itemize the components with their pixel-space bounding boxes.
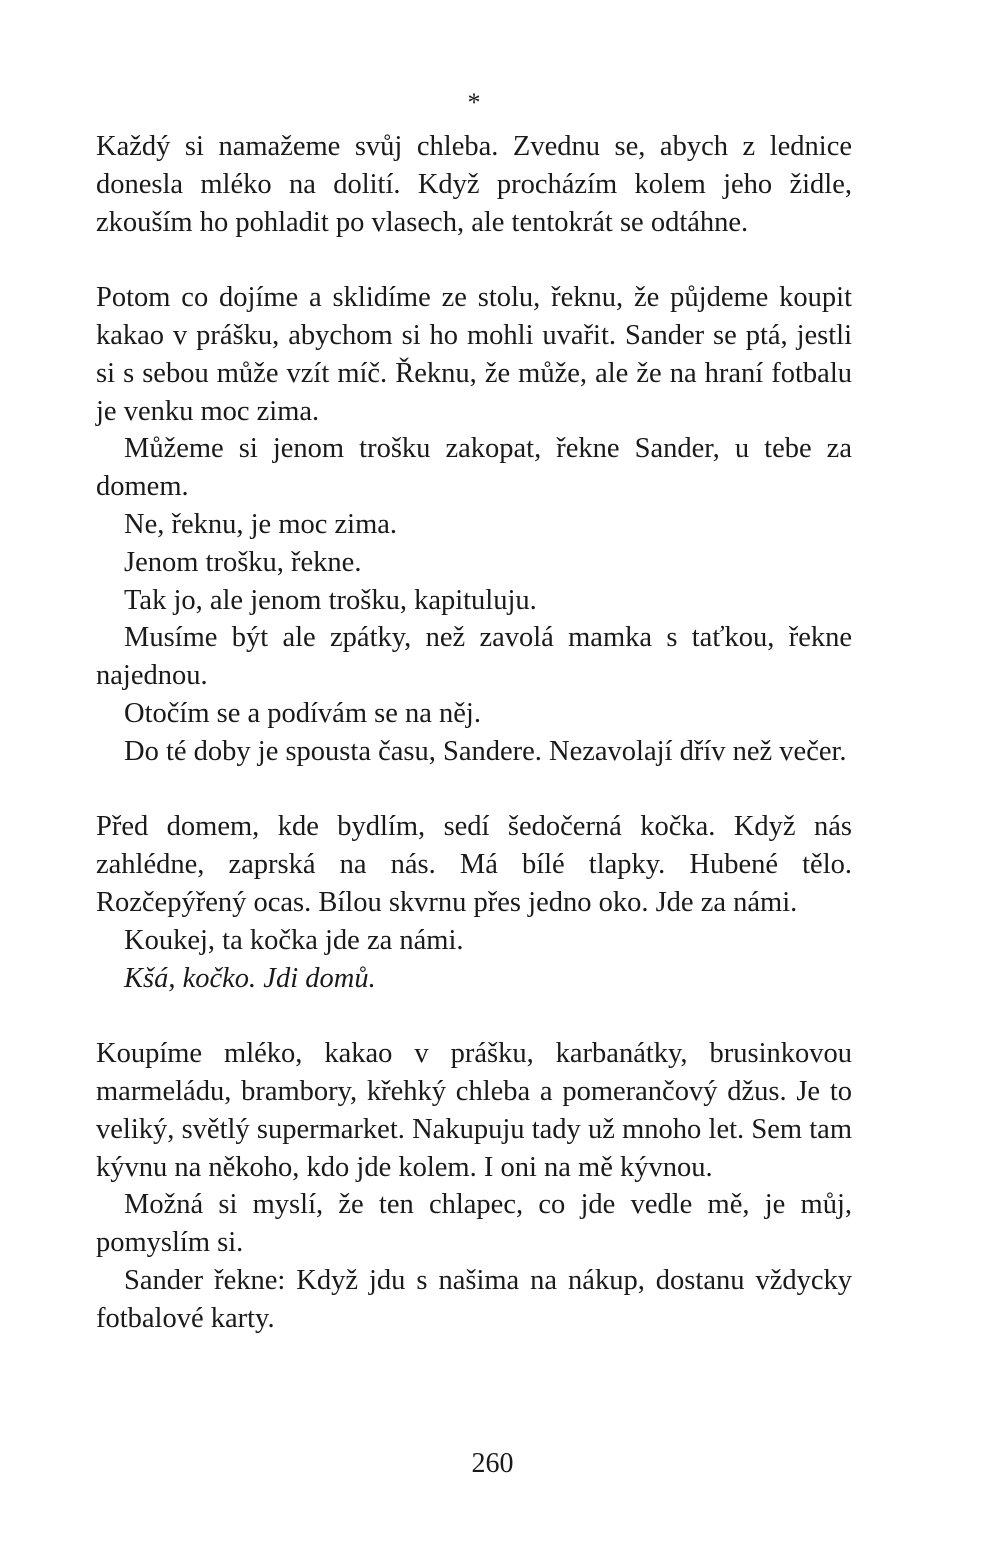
paragraph: Sander řekne: Když jdu s našima na nákup, dostanu vždycky fotbalové karty. [96, 1264, 852, 1334]
paragraph: Do té doby je spousta času, Sandere. Nezavolají dřív než večer. [124, 735, 847, 767]
paragraph: Koupíme mléko, kakao v prášku, karbanátky, brusinkovou marmeládu, brambory, křehký chleba a pomerančový džus. Je to veliký, světlý supermarket. Nakupuju tady už mnoho let. Sem tam kývnu na někoho, kdo jde kolem. I oni na mě kývnou. [96, 1038, 852, 1183]
paragraph: Jenom trošku, řekne. [124, 546, 362, 578]
section-separator: * [467, 88, 481, 117]
paragraph: Potom co dojíme a sklidíme ze stolu, řeknu, že půjdeme koupit kakao v prášku, abychom si ho mohli uvařit. Sander se ptá, jestli si s sebou může vzít míč. Řeknu, že může, ale že na hraní fotbalu je venku moc zima. [96, 282, 852, 427]
paragraph: Otočím se a podívám se na něj. [124, 697, 481, 729]
paragraph: Před domem, kde bydlím, sedí šedočerná kočka. Když nás zahlédne, zaprská na nás. Má bílé tlapky. Hubené tělo. Rozčepýřený ocas. Bílou skvrnu přes jedno oko. Jde za námi. [96, 811, 852, 918]
paragraph: Každý si namažeme svůj chleba. Zvednu se, abych z lednice donesla mléko na dolití. Když procházím kolem jeho židle, zkouším ho pohladit po vlasech, ale tentokrát se odtáhne. [96, 131, 852, 238]
body-text [96, 128, 852, 1338]
paragraph: Musíme být ale zpátky, než zavolá mamka s taťkou, řekne najednou. [96, 622, 852, 692]
paragraph: Tak jo, ale jenom trošku, kapituluju. [124, 584, 537, 616]
paragraph: Můžeme si jenom trošku zakopat, řekne Sander, u tebe za domem. [96, 433, 852, 503]
paragraph: Možná si myslí, že ten chlapec, co jde vedle mě, je můj, pomyslím si. [96, 1189, 852, 1259]
paragraph: Ne, řeknu, je moc zima. [124, 508, 398, 540]
paragraph-italic: Kšá, kočko. Jdi domů. [124, 962, 376, 994]
page-number: 260 [471, 1448, 514, 1479]
paragraph: Koukej, ta kočka jde za námi. [124, 924, 464, 956]
book-page [96, 88, 852, 1338]
